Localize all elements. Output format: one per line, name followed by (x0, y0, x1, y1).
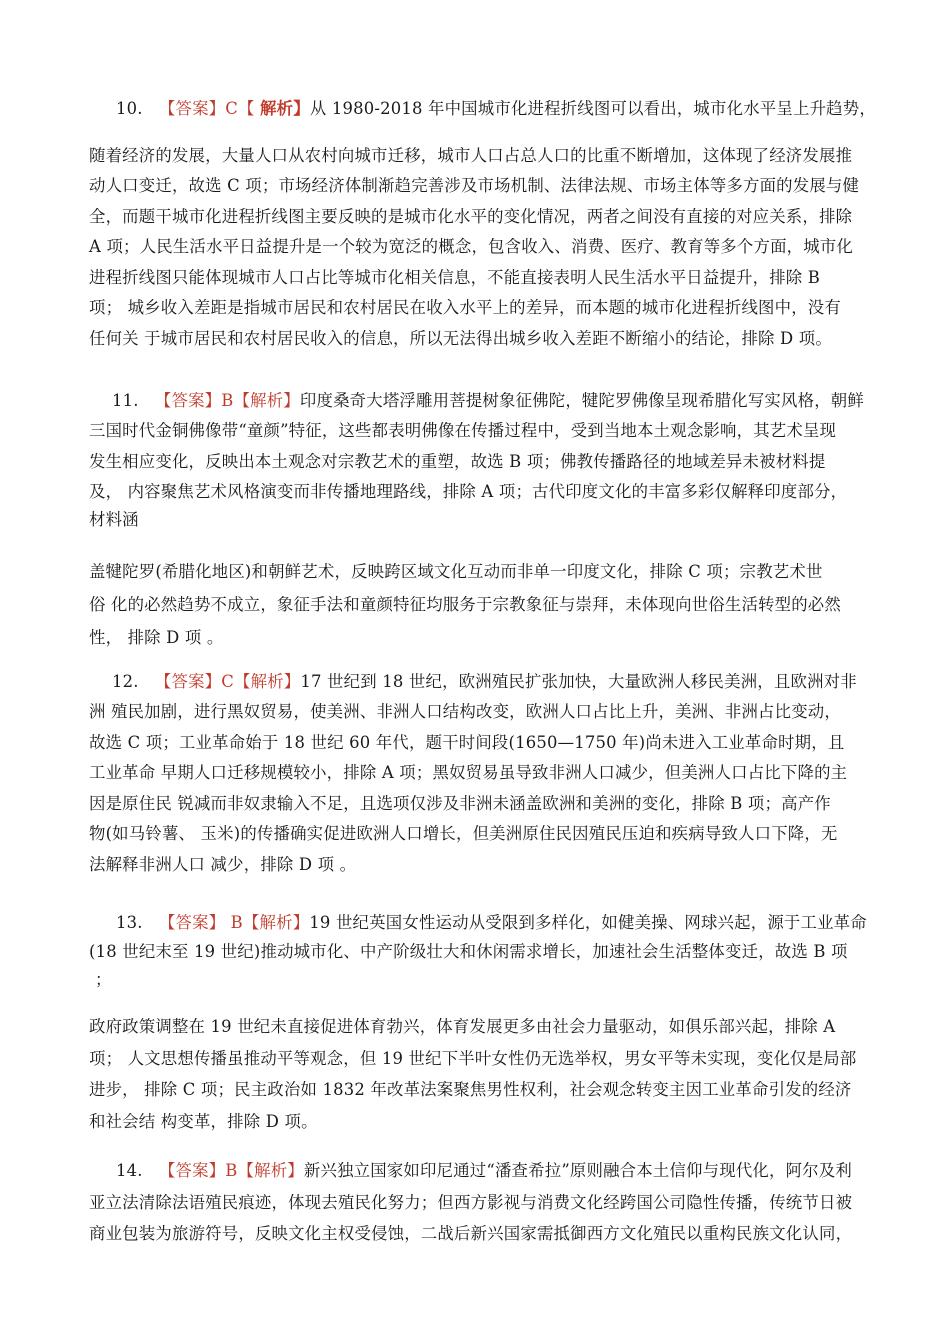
item-text-line: 盖犍陀罗(希腊化地区)和朝鲜艺术，反映跨区域文化互动而非单一印度文化，排除 C 项；宗教艺术世 (89, 562, 823, 581)
item-text-line: 法解释非洲人口 减少，排除 D 项 。 (89, 855, 357, 874)
answer-tag: 【答案】B【解析】 (158, 1161, 304, 1180)
item-text-line: (18 世纪末至 19 世纪)推动城市化、中产阶级壮大和休闲需求增长，加速社会生活整体变迁，故选 B 项 (89, 942, 848, 961)
item-12-lead-line (112, 671, 857, 693)
item-text-line: 因是原住民 锐减而非奴隶输入不足，且选项仅涉及非洲未涵盖欧洲和美洲的变化，排除 B 项；高产作 (89, 794, 831, 813)
item-text-line: 俗 化的必然趋势不成立，象征手法和童颜特征均服务于宗教象征与崇拜，未体现向世俗生活转型的必然 (89, 595, 841, 614)
item-text-line: 项； 城乡收入差距是指城市居民和农村居民在收入水平上的差异，而本题的城市化进程折线图中，没有 (89, 298, 841, 317)
item-text-line: 项； 人文思想传播虽推动平等观念，但 19 世纪下半叶女性仍无选举权，男女平等未实现，变化仅是局部 (89, 1049, 857, 1068)
item-number: 10. (116, 99, 143, 118)
item-text-line: 故选 C 项；工业革命始于 18 世纪 60 年代，题干时间段(1650—1750 年)尚未进入工业革命时期，且 (89, 733, 845, 752)
item-text-line: 动人口变迁，故选 C 项；市场经济体制渐趋完善涉及市场机制、法律法规、市场主体等多方面的发展与健 (89, 176, 860, 195)
item-text-line: 随着经济的发展，大量人口从农村向城市迁移，城市人口占总人口的比重不断增加，这体现了经济发展推 (89, 146, 853, 165)
item-text-line: A 项；人民生活水平日益提升是一个较为宽泛的概念，包含收入、消费、医疗、教育等多个方面，城市化 (89, 237, 854, 256)
item-text-line: 洲 殖民加剧，进行黑奴贸易，使美洲、非洲人口结构改变，欧洲人口占比上升，美洲、非洲占比变动， (89, 702, 841, 721)
item-text-line: 和社会结 构变革，排除 D 项。 (89, 1112, 318, 1131)
item-text-line: 全，而题干城市化进程折线图主要反映的是城市化水平的变化情况，两者之间没有直接的对应关系，排除 (89, 207, 853, 226)
item-10-lead-line (116, 98, 876, 120)
item-text-line: 物(如马铃薯、 玉米)的传播确实促进欧洲人口增长，但美洲原住民因殖民压迫和疾病导致人口下降，无 (89, 824, 838, 843)
item-11-lead-line (112, 390, 864, 412)
answer-tag: 【答案】 B【解析】 (158, 913, 310, 932)
item-text-line: 亚立法清除法语殖民痕迹，体现去殖民化努力；但西方影视与消费文化经跨国公司隐性传播，传统节日被 (89, 1193, 853, 1212)
item-text-line: 工业革命 早期人口迁移规模较小，排除 A 项；黑奴贸易虽导致非洲人口减少，但美洲人口占比下降的主 (89, 763, 848, 782)
item-text-line: 材料涵 (89, 510, 139, 529)
answer-tag: 【答案】B【解析】 (154, 391, 300, 410)
item-lead-text: 从 1980-2018 年中国城市化进程折线图可以看出，城市化水平呈上升趋势， (309, 99, 876, 118)
item-13-lead-line (116, 912, 867, 934)
item-text-line: 及， 内容聚焦艺术风格演变而非传播地理路线，排除 A 项；古代印度文化的丰富多彩仅解释印度部分， (89, 482, 848, 501)
item-text-line: 商业包装为旅游符号，反映文化主权受侵蚀，二战后新兴国家需抵御西方文化殖民以重构民族文化认同， (89, 1224, 853, 1243)
answer-tag: 【答案】C【解析】 (154, 672, 301, 691)
item-text-line: 政府政策调整在 19 世纪未直接促进体育勃兴，体育发展更多由社会力量驱动，如俱乐部兴起，排除 A (89, 1017, 836, 1036)
item-text-line: ； (95, 970, 112, 989)
analysis-tag: 解析】 (260, 99, 310, 118)
item-text-line: 进程折线图只能体现城市人口占比等城市化相关信息，不能直接表明人民生活水平日益提升，排除 B (89, 268, 821, 287)
item-lead-text: 新兴独立国家如印尼通过“潘查希拉”原则融合本土信仰与现代化，阿尔及利 (303, 1161, 852, 1180)
item-number: 11. (112, 391, 139, 410)
item-text-line: 性， 排除 D 项 。 (89, 628, 224, 647)
item-number: 12. (112, 672, 139, 691)
item-text-line: 三国时代金铜佛像带“童颜”特征，这些都表明佛像在传播过程中，受到当地本土观念影响，其艺术呈现 (89, 421, 837, 440)
answer-tag: 【答案】C【 (158, 99, 255, 118)
item-number: 13. (116, 913, 143, 932)
item-text-line: 发生相应变化，反映出本土观念对宗教艺术的重塑，故选 B 项；佛教传播路径的地域差异未被材料提 (89, 452, 826, 471)
item-lead-text: 19 世纪英国女性运动从受限到多样化，如健美操、网球兴起，源于工业革命 (309, 913, 867, 932)
item-text-line: 进步， 排除 C 项；民主政治如 1832 年改革法案聚焦男性权利，社会观念转变主因工业革命引发的经济 (89, 1080, 852, 1099)
item-lead-text: 印度桑奇大塔浮雕用菩提树象征佛陀，犍陀罗佛像呈现希腊化写实风格，朝鲜 (299, 391, 864, 410)
item-number: 14. (116, 1161, 143, 1180)
item-lead-text: 17 世纪到 18 世纪，欧洲殖民扩张加快，大量欧洲人移民美洲，且欧洲对非 (300, 672, 857, 691)
item-14-lead-line (116, 1160, 852, 1182)
item-text-line: 任何关 于城市居民和农村居民收入的信息，所以无法得出城乡收入差距不断缩小的结论，排除 D 项。 (89, 329, 832, 348)
